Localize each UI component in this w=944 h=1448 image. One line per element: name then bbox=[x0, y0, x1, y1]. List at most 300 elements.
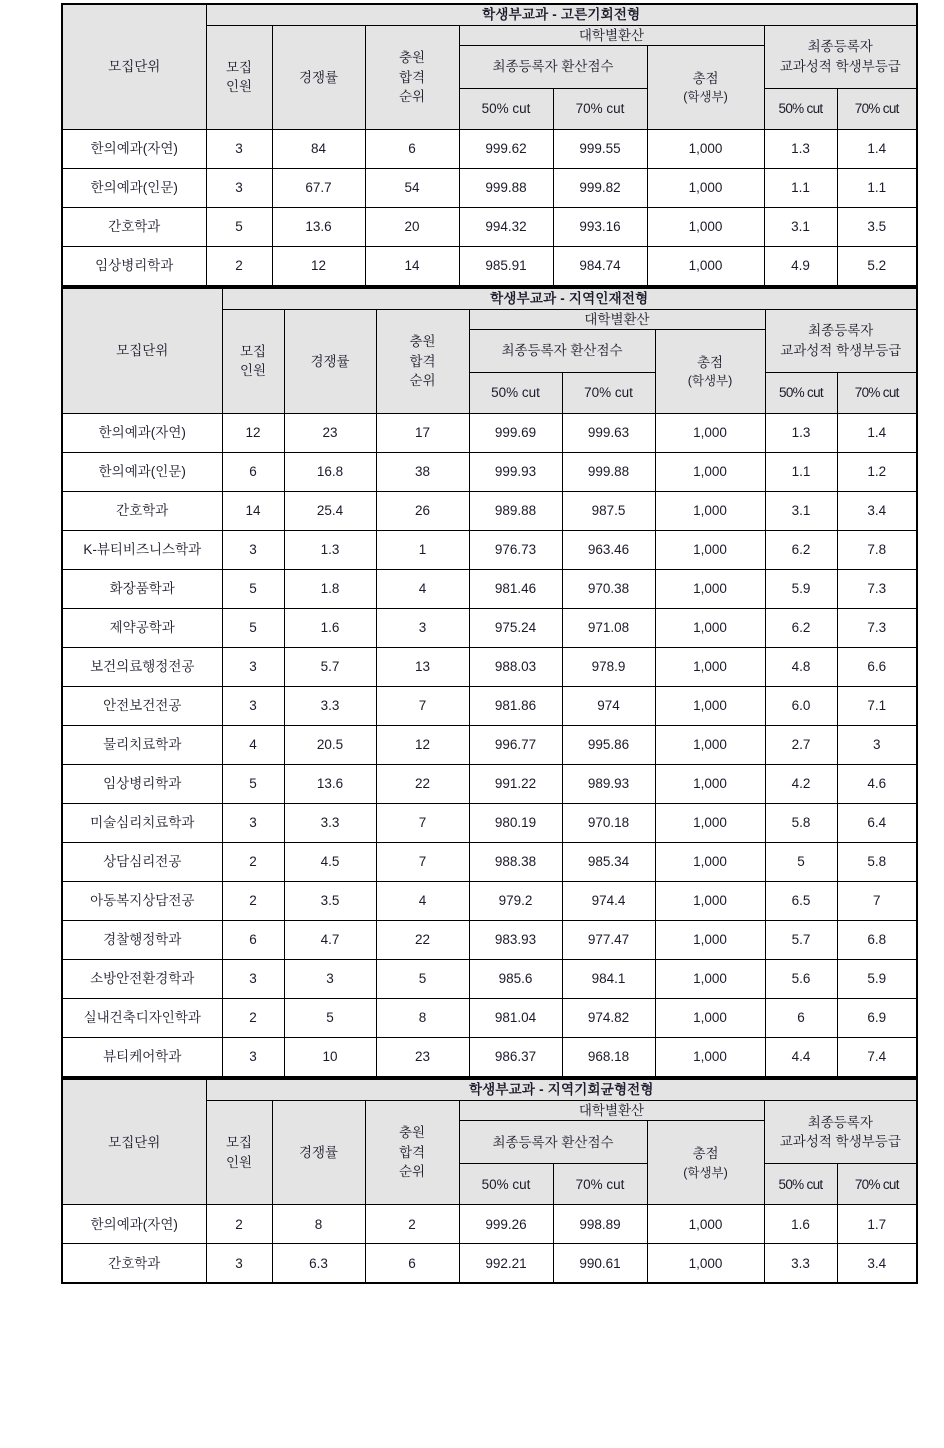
cell-quota: 3 bbox=[222, 804, 284, 843]
header-row-title bbox=[62, 288, 917, 309]
cell-quota: 5 bbox=[222, 609, 284, 648]
cell-grade70: 6.4 bbox=[837, 804, 917, 843]
column-header-score-cut-50: 50% cut bbox=[459, 89, 553, 130]
fill-line-1: 충원 bbox=[398, 1125, 426, 1141]
admissions-table-1 bbox=[61, 3, 918, 287]
cell-fill-rank: 14 bbox=[365, 247, 459, 287]
column-header-univ-conversion: 대학별환산 bbox=[469, 309, 765, 330]
cell-score70: 999.82 bbox=[553, 169, 647, 208]
quota-line-1: 모집 bbox=[225, 59, 253, 75]
cell-fill-rank: 6 bbox=[365, 1244, 459, 1284]
fill-line-1: 충원 bbox=[398, 50, 426, 65]
cell-score50: 999.93 bbox=[469, 453, 562, 492]
table-row bbox=[62, 1244, 917, 1284]
total-line-1: 총점 bbox=[692, 1146, 719, 1162]
table-row bbox=[62, 130, 917, 169]
column-header-final-grade bbox=[765, 309, 917, 373]
cell-fill-rank: 7 bbox=[376, 804, 469, 843]
final-grade-line-2: 교과성적 학생부등급 bbox=[779, 58, 901, 74]
cell-total: 1,000 bbox=[655, 1038, 765, 1078]
cell-score70: 970.18 bbox=[562, 804, 655, 843]
cell-competition: 3.3 bbox=[284, 804, 376, 843]
cell-competition: 1.6 bbox=[284, 609, 376, 648]
cell-total: 1,000 bbox=[655, 570, 765, 609]
table-row bbox=[62, 169, 917, 208]
cell-score50: 991.22 bbox=[469, 765, 562, 804]
cell-unit: 한의예과(인문) bbox=[62, 169, 206, 208]
cell-competition: 3.3 bbox=[284, 687, 376, 726]
cell-grade50: 6.2 bbox=[765, 609, 837, 648]
cell-competition: 3 bbox=[284, 960, 376, 999]
column-header-score-cut-50: 50% cut bbox=[469, 373, 562, 414]
cell-quota: 12 bbox=[222, 414, 284, 453]
cell-quota: 2 bbox=[222, 882, 284, 921]
cell-competition: 8 bbox=[272, 1205, 365, 1244]
cell-unit: 한의예과(인문) bbox=[62, 453, 222, 492]
cell-total: 1,000 bbox=[647, 130, 764, 169]
total-line-1: 총점 bbox=[692, 70, 719, 86]
cell-unit: 한의예과(자연) bbox=[62, 1205, 206, 1244]
cell-total: 1,000 bbox=[647, 1244, 764, 1284]
cell-grade70: 6.6 bbox=[837, 648, 917, 687]
cell-competition: 16.8 bbox=[284, 453, 376, 492]
column-header-final-score: 최종등록자 환산점수 bbox=[459, 46, 647, 89]
cell-score50: 988.38 bbox=[469, 843, 562, 882]
cell-total: 1,000 bbox=[655, 609, 765, 648]
cell-fill-rank: 4 bbox=[376, 882, 469, 921]
cell-score70: 987.5 bbox=[562, 492, 655, 531]
cell-grade70: 7.1 bbox=[837, 687, 917, 726]
cell-grade70: 3.5 bbox=[837, 208, 917, 247]
cell-score70: 990.61 bbox=[553, 1244, 647, 1284]
tables-container bbox=[61, 3, 944, 1284]
total-line-2: (학생부) bbox=[683, 90, 728, 105]
cell-score50: 981.46 bbox=[469, 570, 562, 609]
cell-total: 1,000 bbox=[655, 804, 765, 843]
cell-quota: 6 bbox=[222, 921, 284, 960]
column-header-grade-cut-50: 50% cut bbox=[764, 89, 837, 130]
cell-grade50: 5.7 bbox=[765, 921, 837, 960]
cell-total: 1,000 bbox=[655, 492, 765, 531]
cell-grade50: 5.6 bbox=[765, 960, 837, 999]
cell-fill-rank: 54 bbox=[365, 169, 459, 208]
cell-competition: 5 bbox=[284, 999, 376, 1038]
table-row bbox=[62, 208, 917, 247]
cell-score70: 984.1 bbox=[562, 960, 655, 999]
cell-score50: 981.86 bbox=[469, 687, 562, 726]
table-row bbox=[62, 492, 917, 531]
cell-unit: 미술심리치료학과 bbox=[62, 804, 222, 843]
column-header-quota bbox=[206, 1100, 272, 1205]
cell-grade70: 1.4 bbox=[837, 130, 917, 169]
table-row bbox=[62, 247, 917, 287]
cell-competition: 10 bbox=[284, 1038, 376, 1078]
cell-score70: 974 bbox=[562, 687, 655, 726]
cell-unit: 임상병리학과 bbox=[62, 765, 222, 804]
cell-grade50: 1.1 bbox=[765, 453, 837, 492]
cell-grade70: 3.4 bbox=[837, 492, 917, 531]
column-header-univ-conversion: 대학별환산 bbox=[459, 1100, 764, 1121]
cell-grade70: 7 bbox=[837, 882, 917, 921]
column-header-total bbox=[647, 1121, 764, 1205]
cell-total: 1,000 bbox=[655, 687, 765, 726]
cell-score70: 984.74 bbox=[553, 247, 647, 287]
column-header-unit: 모집단위 bbox=[62, 288, 222, 414]
cell-fill-rank: 20 bbox=[365, 208, 459, 247]
cell-grade50: 6.0 bbox=[765, 687, 837, 726]
final-grade-line-2: 교과성적 학생부등급 bbox=[779, 1134, 901, 1150]
cell-grade70: 1.1 bbox=[837, 169, 917, 208]
cell-fill-rank: 3 bbox=[376, 609, 469, 648]
cell-fill-rank: 38 bbox=[376, 453, 469, 492]
column-header-fill-rank bbox=[376, 309, 469, 414]
cell-grade70: 5.2 bbox=[837, 247, 917, 287]
cell-score50: 999.62 bbox=[459, 130, 553, 169]
cell-competition: 67.7 bbox=[272, 169, 365, 208]
cell-quota: 3 bbox=[206, 1244, 272, 1284]
cell-score50: 983.93 bbox=[469, 921, 562, 960]
fill-line-2: 합격 bbox=[409, 353, 436, 369]
fill-line-3: 순위 bbox=[398, 1164, 426, 1180]
cell-unit: 한의예과(자연) bbox=[62, 130, 206, 169]
cell-grade50: 2.7 bbox=[765, 726, 837, 765]
cell-score70: 971.08 bbox=[562, 609, 655, 648]
cell-score70: 999.55 bbox=[553, 130, 647, 169]
column-header-grade-cut-50: 50% cut bbox=[765, 373, 837, 414]
cell-fill-rank: 1 bbox=[376, 531, 469, 570]
cell-fill-rank: 17 bbox=[376, 414, 469, 453]
cell-score50: 985.91 bbox=[459, 247, 553, 287]
cell-score50: 999.26 bbox=[459, 1205, 553, 1244]
cell-score50: 980.19 bbox=[469, 804, 562, 843]
cell-quota: 3 bbox=[222, 960, 284, 999]
cell-quota: 3 bbox=[206, 169, 272, 208]
table-row bbox=[62, 804, 917, 843]
cell-grade70: 1.4 bbox=[837, 414, 917, 453]
quota-line-1: 모집 bbox=[239, 343, 267, 359]
cell-competition: 5.7 bbox=[284, 648, 376, 687]
cell-score70: 989.93 bbox=[562, 765, 655, 804]
quota-line-2: 인원 bbox=[225, 1154, 253, 1170]
cell-quota: 3 bbox=[222, 687, 284, 726]
table-row bbox=[62, 882, 917, 921]
cell-competition: 84 bbox=[272, 130, 365, 169]
cell-total: 1,000 bbox=[655, 453, 765, 492]
table-row bbox=[62, 921, 917, 960]
total-line-2: (학생부) bbox=[683, 1165, 728, 1180]
cell-grade50: 1.3 bbox=[764, 130, 837, 169]
cell-score70: 978.9 bbox=[562, 648, 655, 687]
cell-quota: 5 bbox=[222, 765, 284, 804]
quota-line-2: 인원 bbox=[239, 363, 267, 379]
cell-competition: 25.4 bbox=[284, 492, 376, 531]
cell-grade70: 7.8 bbox=[837, 531, 917, 570]
column-header-final-grade bbox=[764, 1100, 917, 1164]
cell-score50: 985.6 bbox=[469, 960, 562, 999]
cell-quota: 6 bbox=[222, 453, 284, 492]
table-row bbox=[62, 531, 917, 570]
cell-score50: 989.88 bbox=[469, 492, 562, 531]
cell-grade50: 1.1 bbox=[764, 169, 837, 208]
table-title: 학생부교과 - 고른기회전형 bbox=[206, 4, 917, 25]
column-header-unit: 모집단위 bbox=[62, 4, 206, 130]
header-row-title bbox=[62, 1079, 917, 1100]
cell-grade50: 3.1 bbox=[764, 208, 837, 247]
final-grade-line-1: 최종등록자 bbox=[807, 39, 873, 55]
table-row bbox=[62, 609, 917, 648]
table-row bbox=[62, 843, 917, 882]
cell-fill-rank: 22 bbox=[376, 765, 469, 804]
cell-fill-rank: 12 bbox=[376, 726, 469, 765]
table-title: 학생부교과 - 지역기회균형전형 bbox=[206, 1079, 917, 1100]
column-header-grade-cut-50: 50% cut bbox=[764, 1164, 837, 1205]
table-row bbox=[62, 570, 917, 609]
quota-line-1: 모집 bbox=[225, 1135, 253, 1151]
cell-score50: 975.24 bbox=[469, 609, 562, 648]
cell-grade70: 3.4 bbox=[837, 1244, 917, 1284]
table-row bbox=[62, 648, 917, 687]
cell-score70: 963.46 bbox=[562, 531, 655, 570]
table-row bbox=[62, 414, 917, 453]
cell-score70: 999.63 bbox=[562, 414, 655, 453]
column-header-grade-cut-70: 70% cut bbox=[837, 1164, 917, 1205]
cell-total: 1,000 bbox=[655, 921, 765, 960]
column-header-total bbox=[655, 330, 765, 414]
column-header-grade-cut-70: 70% cut bbox=[837, 89, 917, 130]
final-grade-line-1: 최종등록자 bbox=[807, 1114, 873, 1130]
cell-score50: 999.69 bbox=[469, 414, 562, 453]
column-header-univ-conversion: 대학별환산 bbox=[459, 25, 764, 46]
column-header-score-cut-70: 70% cut bbox=[562, 373, 655, 414]
cell-score70: 985.34 bbox=[562, 843, 655, 882]
table-row bbox=[62, 453, 917, 492]
table-row bbox=[62, 960, 917, 999]
column-header-grade-cut-70: 70% cut bbox=[837, 373, 917, 414]
cell-grade70: 1.7 bbox=[837, 1205, 917, 1244]
cell-fill-rank: 8 bbox=[376, 999, 469, 1038]
column-header-competition: 경쟁률 bbox=[272, 25, 365, 130]
cell-grade50: 1.6 bbox=[764, 1205, 837, 1244]
cell-fill-rank: 23 bbox=[376, 1038, 469, 1078]
cell-grade50: 3.3 bbox=[764, 1244, 837, 1284]
cell-score50: 996.77 bbox=[469, 726, 562, 765]
cell-unit: 실내건축디자인학과 bbox=[62, 999, 222, 1038]
cell-score70: 974.4 bbox=[562, 882, 655, 921]
cell-unit: 경찰행정학과 bbox=[62, 921, 222, 960]
cell-grade70: 7.3 bbox=[837, 570, 917, 609]
cell-quota: 2 bbox=[222, 999, 284, 1038]
cell-unit: 간호학과 bbox=[62, 1244, 206, 1284]
cell-quota: 3 bbox=[206, 130, 272, 169]
cell-grade50: 6.5 bbox=[765, 882, 837, 921]
cell-total: 1,000 bbox=[655, 765, 765, 804]
column-header-competition: 경쟁률 bbox=[272, 1100, 365, 1205]
cell-grade70: 1.2 bbox=[837, 453, 917, 492]
cell-competition: 4.5 bbox=[284, 843, 376, 882]
cell-fill-rank: 7 bbox=[376, 843, 469, 882]
cell-grade50: 4.4 bbox=[765, 1038, 837, 1078]
cell-grade50: 3.1 bbox=[765, 492, 837, 531]
fill-line-2: 합격 bbox=[398, 1144, 426, 1160]
cell-quota: 3 bbox=[222, 648, 284, 687]
cell-score50: 986.37 bbox=[469, 1038, 562, 1078]
column-header-score-cut-70: 70% cut bbox=[553, 89, 647, 130]
cell-unit: 간호학과 bbox=[62, 208, 206, 247]
cell-unit: 뷰티케어학과 bbox=[62, 1038, 222, 1078]
table-row bbox=[62, 765, 917, 804]
cell-unit: 안전보건전공 bbox=[62, 687, 222, 726]
cell-competition: 23 bbox=[284, 414, 376, 453]
cell-fill-rank: 7 bbox=[376, 687, 469, 726]
cell-competition: 20.5 bbox=[284, 726, 376, 765]
final-grade-line-1: 최종등록자 bbox=[808, 323, 874, 339]
column-header-final-score: 최종등록자 환산점수 bbox=[469, 330, 655, 373]
cell-fill-rank: 22 bbox=[376, 921, 469, 960]
cell-competition: 12 bbox=[272, 247, 365, 287]
cell-total: 1,000 bbox=[647, 1205, 764, 1244]
cell-grade70: 4.6 bbox=[837, 765, 917, 804]
cell-unit: 간호학과 bbox=[62, 492, 222, 531]
column-header-total bbox=[647, 46, 764, 130]
cell-score50: 999.88 bbox=[459, 169, 553, 208]
cell-fill-rank: 26 bbox=[376, 492, 469, 531]
header-row-title bbox=[62, 4, 917, 25]
cell-score70: 993.16 bbox=[553, 208, 647, 247]
cell-competition: 3.5 bbox=[284, 882, 376, 921]
cell-quota: 2 bbox=[222, 843, 284, 882]
cell-grade50: 4.8 bbox=[765, 648, 837, 687]
cell-unit: 보건의료행정전공 bbox=[62, 648, 222, 687]
cell-quota: 3 bbox=[222, 1038, 284, 1078]
cell-quota: 14 bbox=[222, 492, 284, 531]
cell-competition: 13.6 bbox=[272, 208, 365, 247]
cell-score70: 998.89 bbox=[553, 1205, 647, 1244]
cell-grade70: 7.4 bbox=[837, 1038, 917, 1078]
cell-grade70: 5.9 bbox=[837, 960, 917, 999]
column-header-final-grade bbox=[764, 25, 917, 89]
cell-score50: 976.73 bbox=[469, 531, 562, 570]
total-line-2: (학생부) bbox=[687, 374, 733, 389]
table-row bbox=[62, 999, 917, 1038]
cell-grade50: 4.9 bbox=[764, 247, 837, 287]
column-header-unit: 모집단위 bbox=[62, 1079, 206, 1205]
cell-quota: 5 bbox=[222, 570, 284, 609]
cell-unit: K-뷰티비즈니스학과 bbox=[62, 531, 222, 570]
cell-score70: 977.47 bbox=[562, 921, 655, 960]
column-header-quota bbox=[222, 309, 284, 414]
cell-grade50: 6 bbox=[765, 999, 837, 1038]
cell-score50: 988.03 bbox=[469, 648, 562, 687]
fill-line-1: 충원 bbox=[409, 334, 436, 350]
cell-unit: 아동복지상담전공 bbox=[62, 882, 222, 921]
cell-unit: 임상병리학과 bbox=[62, 247, 206, 287]
cell-total: 1,000 bbox=[655, 726, 765, 765]
cell-grade70: 6.8 bbox=[837, 921, 917, 960]
cell-score50: 994.32 bbox=[459, 208, 553, 247]
cell-fill-rank: 5 bbox=[376, 960, 469, 999]
cell-score70: 995.86 bbox=[562, 726, 655, 765]
cell-unit: 제약공학과 bbox=[62, 609, 222, 648]
cell-quota: 3 bbox=[222, 531, 284, 570]
column-header-fill-rank bbox=[365, 25, 459, 130]
column-header-quota bbox=[206, 25, 272, 130]
quota-line-2: 인원 bbox=[225, 79, 253, 95]
table-row bbox=[62, 726, 917, 765]
cell-quota: 2 bbox=[206, 1205, 272, 1244]
fill-line-2: 합격 bbox=[398, 69, 426, 85]
cell-score50: 992.21 bbox=[459, 1244, 553, 1284]
final-grade-line-2: 교과성적 학생부등급 bbox=[780, 342, 902, 358]
cell-competition: 1.8 bbox=[284, 570, 376, 609]
fill-line-3: 순위 bbox=[409, 373, 436, 389]
cell-fill-rank: 13 bbox=[376, 648, 469, 687]
cell-grade50: 1.3 bbox=[765, 414, 837, 453]
column-header-score-cut-70: 70% cut bbox=[553, 1164, 647, 1205]
cell-total: 1,000 bbox=[655, 999, 765, 1038]
cell-competition: 4.7 bbox=[284, 921, 376, 960]
cell-score70: 968.18 bbox=[562, 1038, 655, 1078]
table-row bbox=[62, 687, 917, 726]
cell-score70: 999.88 bbox=[562, 453, 655, 492]
cell-unit: 화장품학과 bbox=[62, 570, 222, 609]
cell-grade50: 5.9 bbox=[765, 570, 837, 609]
cell-total: 1,000 bbox=[647, 208, 764, 247]
table-title: 학생부교과 - 지역인재전형 bbox=[222, 288, 917, 309]
cell-total: 1,000 bbox=[655, 843, 765, 882]
cell-score50: 981.04 bbox=[469, 999, 562, 1038]
column-header-competition: 경쟁률 bbox=[284, 309, 376, 414]
cell-total: 1,000 bbox=[655, 414, 765, 453]
cell-total: 1,000 bbox=[655, 882, 765, 921]
cell-fill-rank: 6 bbox=[365, 130, 459, 169]
column-header-score-cut-50: 50% cut bbox=[459, 1164, 553, 1205]
cell-total: 1,000 bbox=[655, 960, 765, 999]
admissions-table-3 bbox=[61, 1078, 918, 1284]
admissions-table-2 bbox=[61, 287, 918, 1078]
cell-grade70: 3 bbox=[837, 726, 917, 765]
cell-unit: 상담심리전공 bbox=[62, 843, 222, 882]
cell-total: 1,000 bbox=[655, 648, 765, 687]
cell-grade50: 6.2 bbox=[765, 531, 837, 570]
cell-grade50: 5 bbox=[765, 843, 837, 882]
table-row bbox=[62, 1038, 917, 1078]
cell-grade50: 4.2 bbox=[765, 765, 837, 804]
cell-competition: 13.6 bbox=[284, 765, 376, 804]
cell-score50: 979.2 bbox=[469, 882, 562, 921]
cell-total: 1,000 bbox=[655, 531, 765, 570]
cell-grade70: 5.8 bbox=[837, 843, 917, 882]
cell-grade70: 7.3 bbox=[837, 609, 917, 648]
cell-fill-rank: 4 bbox=[376, 570, 469, 609]
cell-competition: 6.3 bbox=[272, 1244, 365, 1284]
cell-score70: 970.38 bbox=[562, 570, 655, 609]
cell-quota: 2 bbox=[206, 247, 272, 287]
cell-fill-rank: 2 bbox=[365, 1205, 459, 1244]
cell-total: 1,000 bbox=[647, 247, 764, 287]
cell-unit: 물리치료학과 bbox=[62, 726, 222, 765]
column-header-final-score: 최종등록자 환산점수 bbox=[459, 1121, 647, 1164]
fill-line-3: 순위 bbox=[398, 89, 426, 105]
cell-score70: 974.82 bbox=[562, 999, 655, 1038]
column-header-fill-rank bbox=[365, 1100, 459, 1205]
cell-total: 1,000 bbox=[647, 169, 764, 208]
total-line-1: 총점 bbox=[696, 354, 724, 370]
cell-quota: 4 bbox=[222, 726, 284, 765]
cell-quota: 5 bbox=[206, 208, 272, 247]
table-row bbox=[62, 1205, 917, 1244]
cell-unit: 소방안전환경학과 bbox=[62, 960, 222, 999]
cell-competition: 1.3 bbox=[284, 531, 376, 570]
